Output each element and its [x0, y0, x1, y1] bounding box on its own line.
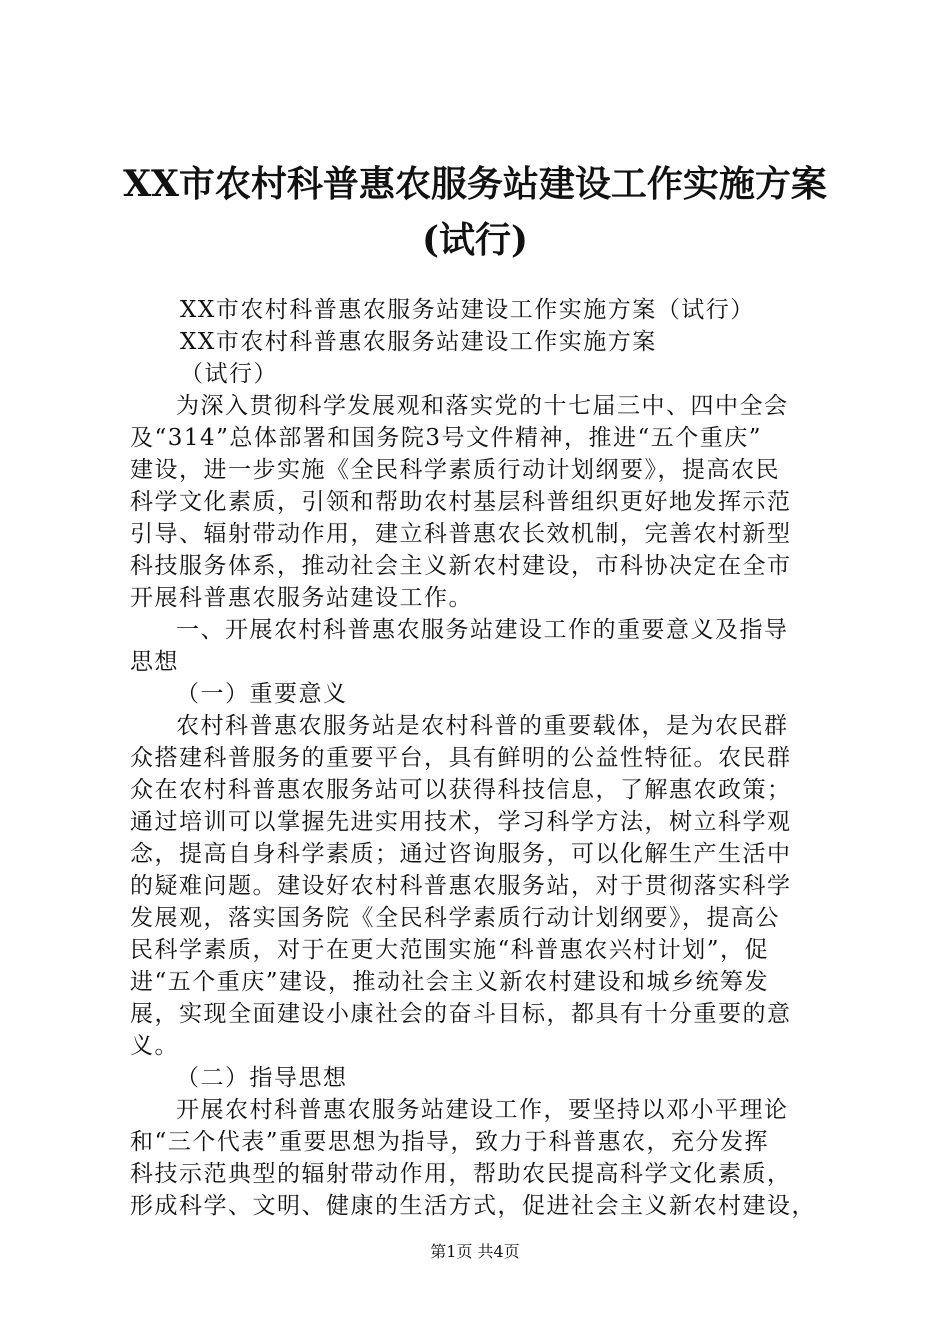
body-line: 发展观，落实国务院《全民科学素质行动计划纲要》，提高公 — [130, 905, 780, 931]
subsection-heading: （一）重要意义 — [176, 681, 348, 707]
body-line: 众在农村科普惠农服务站可以获得科技信息，了解惠农政策； — [130, 777, 792, 803]
body-line: 通过培训可以掌握先进实用技术，学习科学方法，树立科学观 — [130, 809, 792, 835]
body-line: 念，提高自身科学素质；通过咨询服务，可以化解生产生活中 — [130, 841, 792, 867]
body-line: 建设，进一步实施《全民科学素质行动计划纲要》，提高农民 — [130, 457, 780, 483]
body-line: 农村科普惠农服务站是农村科普的重要载体，是为农民群 — [176, 713, 789, 739]
body-line: 及“314”总体部署和国务院3号文件精神，推进“五个重庆” — [130, 425, 763, 451]
body-line: 和“三个代表”重要思想为指导，致力于科普惠农，充分发挥 — [130, 1129, 770, 1155]
document-body — [130, 294, 830, 1222]
document-title-subtitle: (试行) — [421, 219, 529, 261]
body-line: 民科学素质，对于在更大范围实施“科普惠农兴村计划”，促 — [130, 937, 770, 963]
body-line: 科技服务体系，推动社会主义新农村建设，市科协决定在全市 — [130, 553, 792, 579]
body-line: 科学文化素质，引领和帮助农村基层科普组织更好地发挥示范 — [130, 489, 792, 515]
body-line: 义。 — [130, 1033, 179, 1059]
body-line: 众搭建科普服务的重要平台，具有鲜明的公益性特征。农民群 — [130, 745, 792, 771]
body-line: XX市农村科普惠农服务站建设工作实施方案（试行） — [180, 297, 755, 323]
body-line: 开展科普惠农服务站建设工作。 — [130, 585, 473, 611]
body-line: 形成科学、文明、健康的生活方式，促进社会主义新农村建设， — [130, 1193, 816, 1219]
body-line: 开展农村科普惠农服务站建设工作，要坚持以邓小平理论 — [176, 1097, 789, 1123]
body-line: 展，实现全面建设小康社会的奋斗目标，都具有十分重要的意 — [130, 1001, 792, 1027]
body-line: 为深入贯彻科学发展观和落实党的十七届三中、四中全会 — [176, 393, 789, 419]
page-footer: 第1页 共4页 — [430, 1242, 520, 1261]
section-heading: 一、开展农村科普惠农服务站建设工作的重要意义及指导 — [176, 617, 789, 643]
body-line: XX市农村科普惠农服务站建设工作实施方案 — [180, 329, 657, 355]
section-heading-cont: 思想 — [130, 649, 179, 675]
body-line: 科技示范典型的辐射带动作用，帮助农民提高科学文化素质， — [130, 1161, 792, 1187]
document-title: XX市农村科普惠农服务站建设工作实施方案 — [123, 163, 827, 205]
subsection-heading: （二）指导思想 — [176, 1065, 348, 1091]
body-line: 的疑难问题。建设好农村科普惠农服务站，对于贯彻落实科学 — [130, 873, 792, 899]
body-line: 引导、辐射带动作用，建立科普惠农长效机制，完善农村新型 — [130, 521, 792, 547]
body-line: （试行） — [180, 361, 278, 387]
body-line: 进“五个重庆”建设，推动社会主义新农村建设和城乡统筹发 — [130, 969, 770, 995]
